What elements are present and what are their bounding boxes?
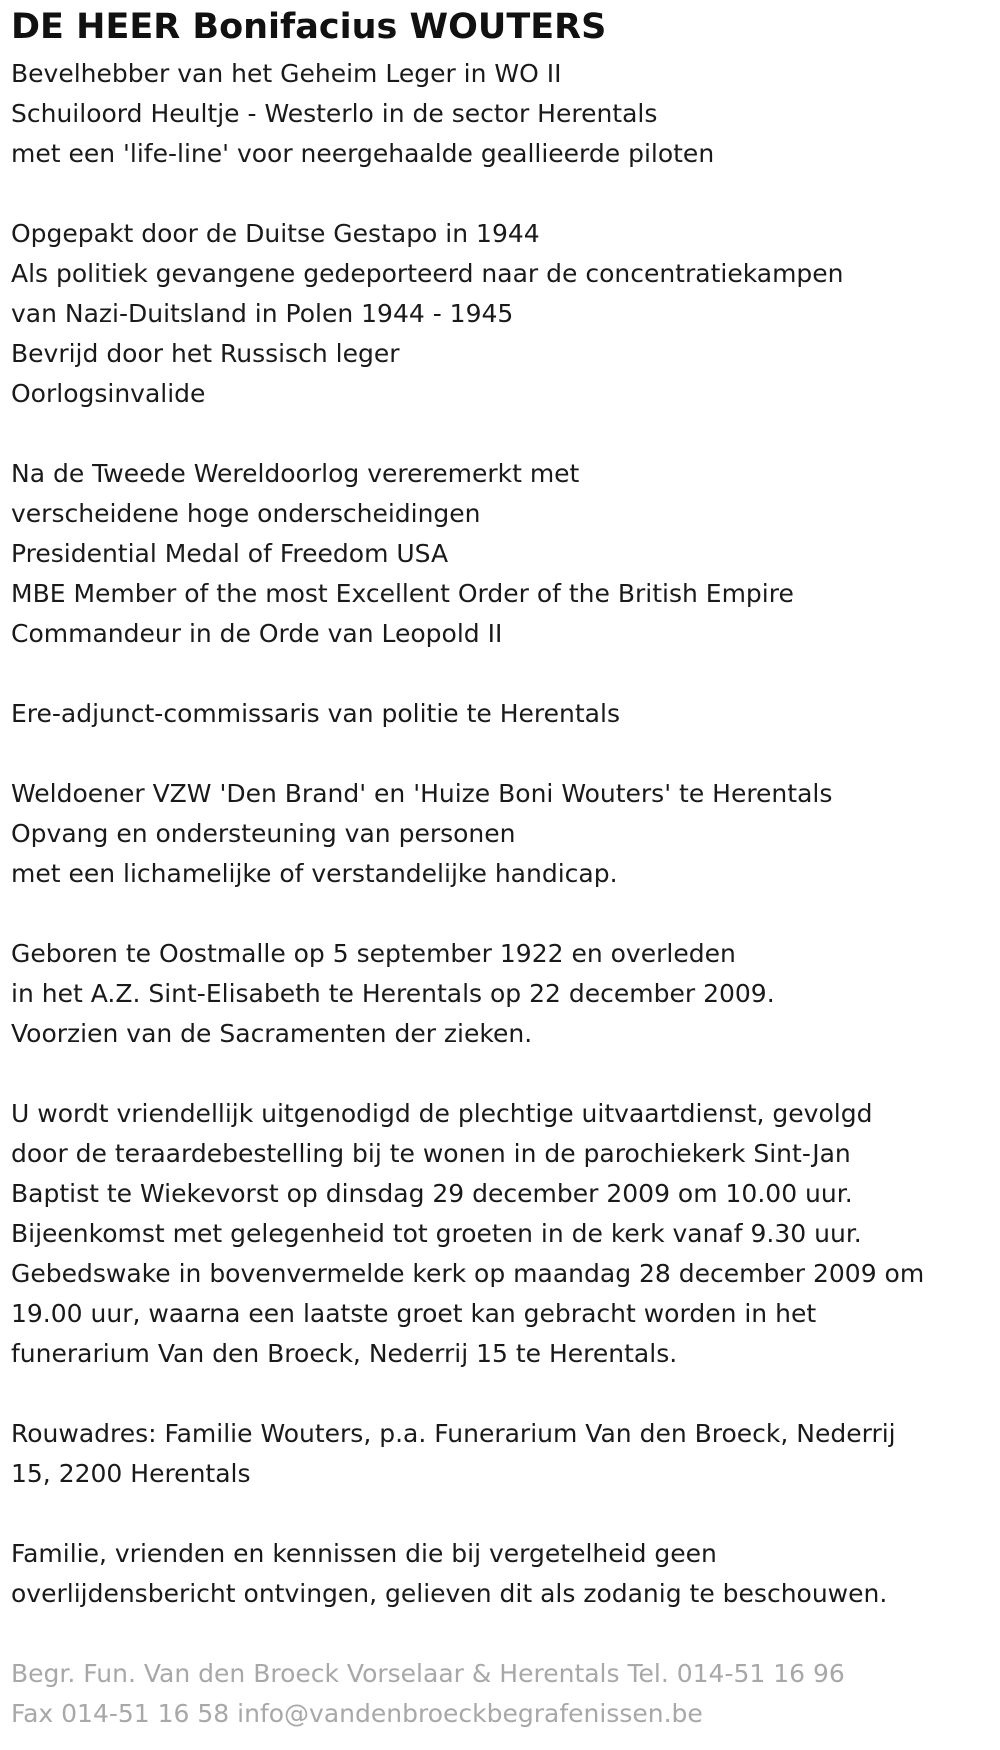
paragraph-police — [11, 694, 1000, 734]
text-line: Voorzien van de Sacramenten der zieken. — [11, 1019, 533, 1048]
paragraph-birth-death — [11, 934, 1000, 1054]
text-line: Opgepakt door de Duitse Gestapo in 1944 — [11, 219, 540, 248]
text-line: Ere-adjunct-commissaris van politie te Herentals — [11, 699, 620, 728]
text-line: overlijdensbericht ontvingen, gelieven dit als zodanig te beschouwen. — [11, 1579, 888, 1608]
text-line: MBE Member of the most Excellent Order of the British Empire — [11, 579, 794, 608]
text-line: Als politiek gevangene gedeporteerd naar de concentratiekampen — [11, 259, 844, 288]
text-line: in het A.Z. Sint-Elisabeth te Herentals op 22 december 2009. — [11, 979, 775, 1008]
funeral-home-footer — [11, 1654, 1000, 1734]
paragraph-deportation — [11, 214, 1000, 414]
text-line: van Nazi-Duitsland in Polen 1944 - 1945 — [11, 299, 514, 328]
text-line: door de teraardebestelling bij te wonen in de parochiekerk Sint-Jan — [11, 1139, 851, 1168]
paragraph-mourning-address — [11, 1414, 1000, 1494]
text-line: Bijeenkomst met gelegenheid tot groeten in de kerk vanaf 9.30 uur. — [11, 1219, 862, 1248]
text-line: Geboren te Oostmalle op 5 september 1922 en overleden — [11, 939, 736, 968]
text-line: met een lichamelijke of verstandelijke handicap. — [11, 859, 618, 888]
text-line: funerarium Van den Broeck, Nederrij 15 te Herentals. — [11, 1339, 678, 1368]
footer-contact-line: Begr. Fun. Van den Broeck Vorselaar & Herentals Tel. 014-51 16 96 — [11, 1659, 845, 1688]
paragraph-honours — [11, 454, 1000, 654]
text-line: verscheidene hoge onderscheidingen — [11, 499, 481, 528]
text-line: Familie, vrienden en kennissen die bij vergetelheid geen — [11, 1539, 717, 1568]
text-line: met een 'life-line' voor neergehaalde geallieerde piloten — [11, 139, 715, 168]
text-line: Baptist te Wiekevorst op dinsdag 29 december 2009 om 10.00 uur. — [11, 1179, 853, 1208]
paragraph-charity — [11, 774, 1000, 894]
paragraph-funeral-service — [11, 1094, 1000, 1374]
text-line: Bevrijd door het Russisch leger — [11, 339, 400, 368]
paragraph-notice — [11, 1534, 1000, 1614]
text-line: 19.00 uur, waarna een laatste groet kan gebracht worden in het — [11, 1299, 817, 1328]
obituary-title: DE HEER Bonifacius WOUTERS — [11, 7, 607, 47]
text-line: Commandeur in de Orde van Leopold II — [11, 619, 503, 648]
text-line: Bevelhebber van het Geheim Leger in WO II — [11, 59, 562, 88]
text-line: Rouwadres: Familie Wouters, p.a. Funerarium Van den Broeck, Nederrij — [11, 1419, 896, 1448]
text-line: Oorlogsinvalide — [11, 379, 206, 408]
text-line: Weldoener VZW 'Den Brand' en 'Huize Boni Wouters' te Herentals — [11, 779, 833, 808]
text-line: 15, 2200 Herentals — [11, 1459, 251, 1488]
text-line: U wordt vriendellijk uitgenodigd de plechtige uitvaartdienst, gevolgd — [11, 1099, 873, 1128]
text-line: Opvang en ondersteuning van personen — [11, 819, 516, 848]
text-line: Presidential Medal of Freedom USA — [11, 539, 449, 568]
footer-contact-line: Fax 014-51 16 58 info@vandenbroeckbegrafenissen.be — [11, 1699, 703, 1728]
text-line: Schuiloord Heultje - Westerlo in de sector Herentals — [11, 99, 658, 128]
text-line: Na de Tweede Wereldoorlog vereremerkt met — [11, 459, 580, 488]
text-line: Gebedswake in bovenvermelde kerk op maandag 28 december 2009 om — [11, 1259, 925, 1288]
paragraph-resistance — [11, 54, 1000, 174]
